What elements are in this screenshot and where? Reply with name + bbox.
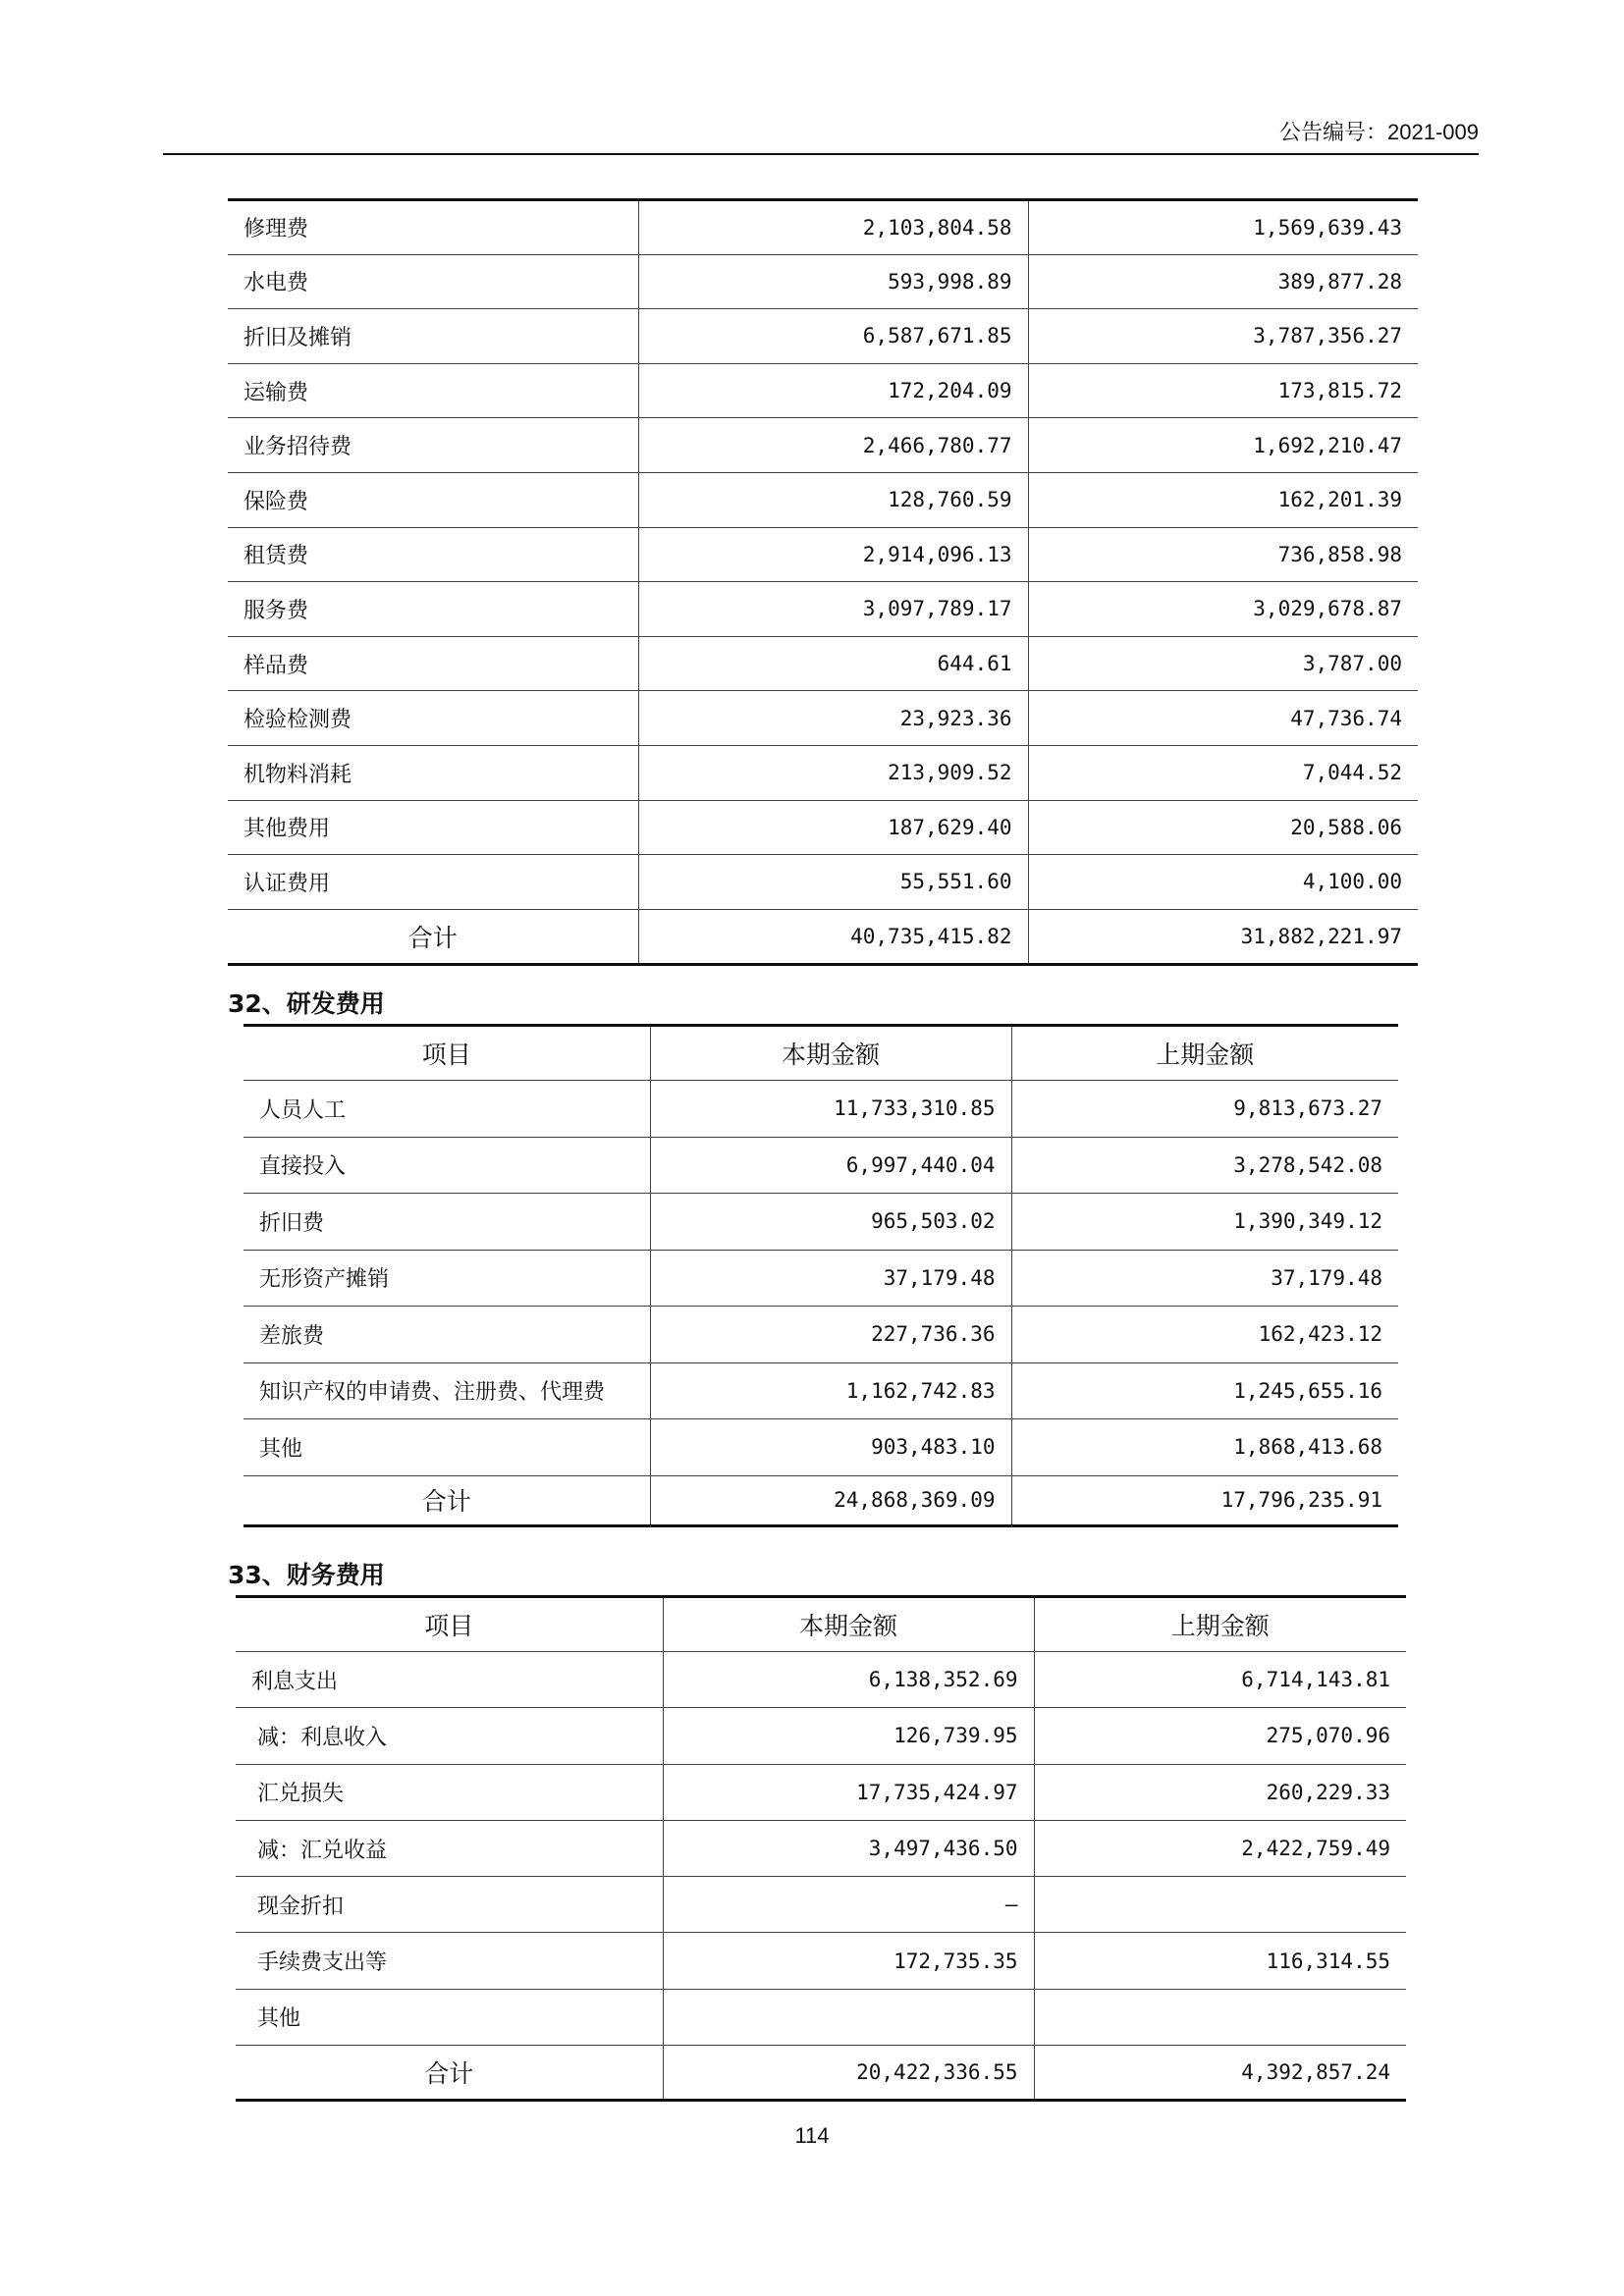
row-prior-amount: 162,201.39 — [1028, 472, 1418, 527]
table-row — [244, 1307, 1398, 1363]
row-item: 机物料消耗 — [228, 745, 638, 800]
row-item: 现金折扣 — [236, 1877, 663, 1933]
row-item: 租赁费 — [228, 527, 638, 582]
row-item: 业务招待费 — [228, 418, 638, 473]
row-item: 折旧及摊销 — [228, 309, 638, 364]
row-current-amount: 172,735.35 — [663, 1933, 1034, 1989]
row-prior-amount: 37,179.48 — [1011, 1250, 1398, 1307]
total-label: 合计 — [244, 1475, 650, 1525]
row-item: 其他费用 — [228, 800, 638, 855]
row-prior-amount: 1,692,210.47 — [1028, 418, 1418, 473]
row-current-amount: 55,551.60 — [638, 855, 1028, 910]
finance-expense-table — [236, 1595, 1406, 2102]
total-row — [236, 2046, 1406, 2101]
row-item: 修理费 — [228, 200, 638, 255]
total-label: 合计 — [236, 2046, 663, 2101]
row-item: 其他 — [244, 1419, 650, 1476]
table-row — [228, 309, 1418, 364]
row-item: 差旅费 — [244, 1307, 650, 1363]
row-current-amount: 2,914,096.13 — [638, 527, 1028, 582]
row-current-amount: 593,998.89 — [638, 254, 1028, 309]
header-prior: 上期金额 — [1034, 1597, 1406, 1652]
row-prior-amount: 47,736.74 — [1028, 691, 1418, 746]
table-row — [236, 1877, 1406, 1933]
row-item: 折旧费 — [244, 1194, 650, 1251]
table-row — [244, 1362, 1398, 1419]
header-item: 项目 — [236, 1597, 663, 1652]
table-row — [244, 1081, 1398, 1138]
row-prior-amount: 275,070.96 — [1034, 1708, 1406, 1764]
row-item: 保险费 — [228, 472, 638, 527]
table-header-row — [236, 1597, 1406, 1652]
row-current-amount: 3,497,436.50 — [663, 1820, 1034, 1876]
row-item: 检验检测费 — [228, 691, 638, 746]
table-row — [228, 418, 1418, 473]
table-row — [244, 1194, 1398, 1251]
row-prior-amount: 3,029,678.87 — [1028, 582, 1418, 637]
row-prior-amount: 3,787.00 — [1028, 636, 1418, 691]
row-item: 认证费用 — [228, 855, 638, 910]
row-current-amount: 126,739.95 — [663, 1708, 1034, 1764]
row-prior-amount: 162,423.12 — [1011, 1307, 1398, 1363]
total-prior-amount: 31,882,221.97 — [1028, 909, 1418, 964]
row-item: 减：汇兑收益 — [236, 1820, 663, 1876]
page-header — [163, 116, 1479, 155]
row-item: 利息支出 — [236, 1652, 663, 1708]
row-current-amount: 172,204.09 — [638, 363, 1028, 418]
row-current-amount: 2,103,804.58 — [638, 200, 1028, 255]
total-row — [228, 909, 1418, 964]
header-prior: 上期金额 — [1011, 1026, 1398, 1081]
row-prior-amount: 6,714,143.81 — [1034, 1652, 1406, 1708]
row-current-amount: 128,760.59 — [638, 472, 1028, 527]
row-item: 减：利息收入 — [236, 1708, 663, 1764]
table-row — [236, 1764, 1406, 1820]
row-current-amount: 23,923.36 — [638, 691, 1028, 746]
row-current-amount: 17,735,424.97 — [663, 1764, 1034, 1820]
row-prior-amount: 20,588.06 — [1028, 800, 1418, 855]
table-row — [228, 636, 1418, 691]
row-current-amount: – — [663, 1877, 1034, 1933]
header-current: 本期金额 — [650, 1026, 1011, 1081]
row-prior-amount: 2,422,759.49 — [1034, 1820, 1406, 1876]
table-row — [236, 1820, 1406, 1876]
section-32-title: 32、研发费用 — [228, 989, 385, 1018]
table-row — [228, 745, 1418, 800]
row-current-amount: 965,503.02 — [650, 1194, 1011, 1251]
row-current-amount — [663, 1989, 1034, 2045]
row-prior-amount: 4,100.00 — [1028, 855, 1418, 910]
row-item: 无形资产摊销 — [244, 1250, 650, 1307]
table-row — [228, 472, 1418, 527]
table-row — [228, 200, 1418, 255]
row-prior-amount: 736,858.98 — [1028, 527, 1418, 582]
row-current-amount: 187,629.40 — [638, 800, 1028, 855]
table-row — [228, 800, 1418, 855]
row-prior-amount — [1034, 1989, 1406, 2045]
table-header-row — [244, 1026, 1398, 1081]
table-row — [228, 254, 1418, 309]
row-item: 样品费 — [228, 636, 638, 691]
row-prior-amount — [1034, 1877, 1406, 1933]
table-row — [228, 527, 1418, 582]
table-row — [236, 1652, 1406, 1708]
expense-table-continued — [228, 198, 1418, 966]
row-item: 汇兑损失 — [236, 1764, 663, 1820]
expense-table-body — [228, 200, 1418, 965]
row-prior-amount: 7,044.52 — [1028, 745, 1418, 800]
row-current-amount: 227,736.36 — [650, 1307, 1011, 1363]
row-prior-amount: 1,245,655.16 — [1011, 1362, 1398, 1419]
row-current-amount: 6,997,440.04 — [650, 1137, 1011, 1194]
total-current-amount: 24,868,369.09 — [650, 1475, 1011, 1525]
row-item: 服务费 — [228, 582, 638, 637]
rd-expense-table — [244, 1024, 1398, 1527]
page-number: 114 — [794, 2123, 830, 2148]
rd-table-body — [244, 1026, 1398, 1526]
row-prior-amount: 3,278,542.08 — [1011, 1137, 1398, 1194]
total-prior-amount: 17,796,235.91 — [1011, 1475, 1398, 1525]
row-current-amount: 1,162,742.83 — [650, 1362, 1011, 1419]
total-current-amount: 40,735,415.82 — [638, 909, 1028, 964]
table-row — [228, 363, 1418, 418]
total-label: 合计 — [228, 909, 638, 964]
section-33-title: 33、财务费用 — [228, 1561, 385, 1589]
row-item: 知识产权的申请费、注册费、代理费 — [244, 1362, 650, 1419]
row-prior-amount: 260,229.33 — [1034, 1764, 1406, 1820]
total-prior-amount: 4,392,857.24 — [1034, 2046, 1406, 2101]
row-current-amount: 3,097,789.17 — [638, 582, 1028, 637]
table-row — [236, 1708, 1406, 1764]
total-row — [244, 1475, 1398, 1525]
row-prior-amount: 389,877.28 — [1028, 254, 1418, 309]
row-prior-amount: 1,868,413.68 — [1011, 1419, 1398, 1476]
table-row — [244, 1419, 1398, 1476]
table-row — [228, 582, 1418, 637]
table-row — [244, 1137, 1398, 1194]
finance-table-body — [236, 1597, 1406, 2101]
row-prior-amount: 9,813,673.27 — [1011, 1081, 1398, 1138]
row-current-amount: 2,466,780.77 — [638, 418, 1028, 473]
row-prior-amount: 116,314.55 — [1034, 1933, 1406, 1989]
table-row — [236, 1933, 1406, 1989]
table-row — [236, 1989, 1406, 2045]
row-prior-amount: 173,815.72 — [1028, 363, 1418, 418]
row-prior-amount: 1,390,349.12 — [1011, 1194, 1398, 1251]
notice-number: 公告编号：2021-009 — [1279, 120, 1479, 144]
row-current-amount: 11,733,310.85 — [650, 1081, 1011, 1138]
row-current-amount: 213,909.52 — [638, 745, 1028, 800]
row-prior-amount: 3,787,356.27 — [1028, 309, 1418, 364]
header-item: 项目 — [244, 1026, 650, 1081]
total-current-amount: 20,422,336.55 — [663, 2046, 1034, 2101]
row-current-amount: 903,483.10 — [650, 1419, 1011, 1476]
row-item: 人员人工 — [244, 1081, 650, 1138]
row-current-amount: 6,138,352.69 — [663, 1652, 1034, 1708]
table-row — [228, 855, 1418, 910]
row-item: 直接投入 — [244, 1137, 650, 1194]
row-current-amount: 6,587,671.85 — [638, 309, 1028, 364]
table-row — [244, 1250, 1398, 1307]
row-item: 其他 — [236, 1989, 663, 2045]
table-row — [228, 691, 1418, 746]
row-item: 运输费 — [228, 363, 638, 418]
row-current-amount: 644.61 — [638, 636, 1028, 691]
row-prior-amount: 1,569,639.43 — [1028, 200, 1418, 255]
row-item: 手续费支出等 — [236, 1933, 663, 1989]
row-current-amount: 37,179.48 — [650, 1250, 1011, 1307]
row-item: 水电费 — [228, 254, 638, 309]
header-current: 本期金额 — [663, 1597, 1034, 1652]
